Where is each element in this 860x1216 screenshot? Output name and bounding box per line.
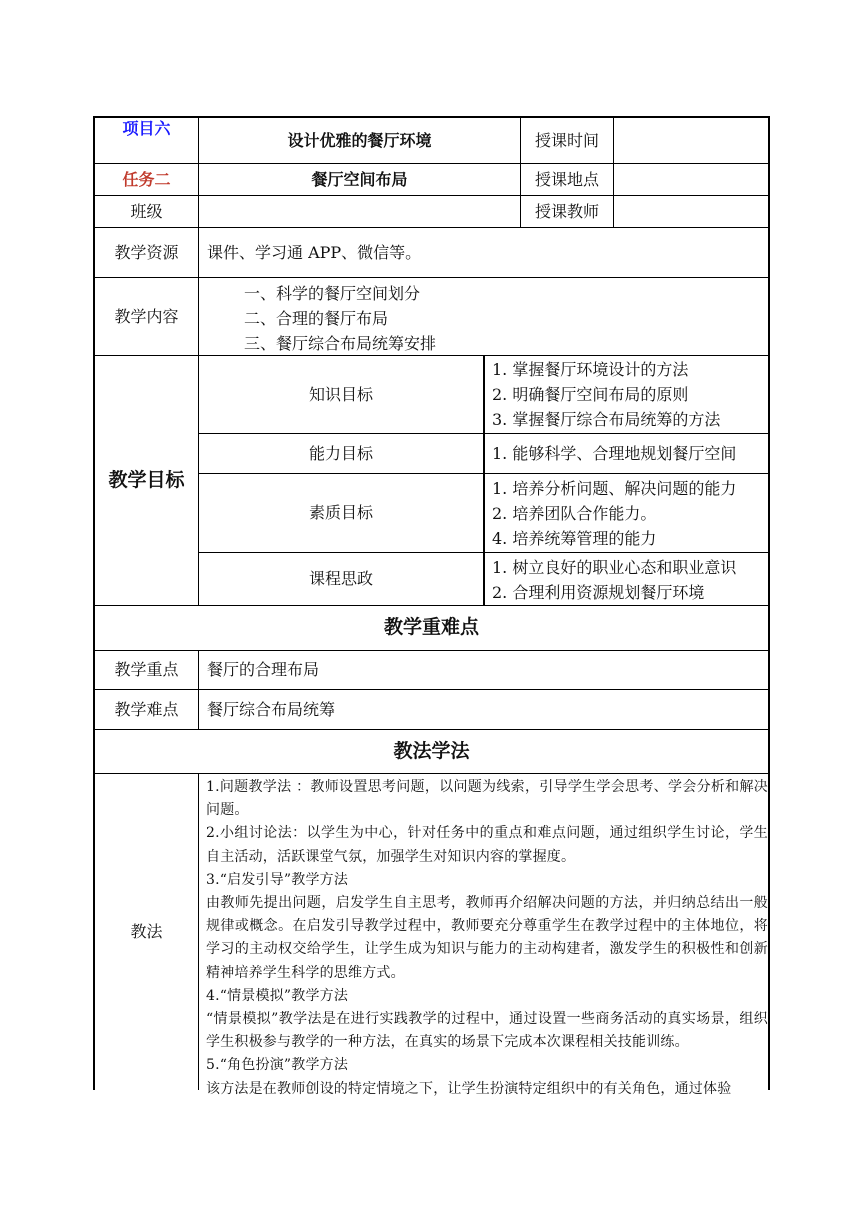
content-label: 教学内容	[114, 306, 179, 326]
objective-item: 3. 掌握餐厅综合布局统筹的方法	[492, 410, 721, 429]
content-list	[244, 281, 644, 356]
method-line: 5.“角色扮演”教学方法	[206, 1057, 349, 1074]
difficult-value: 餐厅综合布局统筹	[207, 699, 336, 719]
objective-item: 4. 培养统筹管理的能力	[492, 529, 657, 548]
time-value[interactable]	[614, 118, 768, 163]
resources-label: 教学资源	[114, 242, 179, 262]
objective-name-ideology: 课程思政	[308, 569, 373, 589]
col-divider	[198, 773, 199, 1090]
objective-item: 1. 能够科学、合理地规划餐厅空间	[492, 444, 737, 463]
objective-item: 1. 掌握餐厅环境设计的方法	[492, 360, 689, 379]
objectives-label: 教学目标	[108, 468, 185, 491]
teacher-label: 授课教师	[534, 201, 599, 221]
key-label: 教学重点	[114, 660, 179, 680]
objective-items-knowledge	[492, 357, 766, 432]
objective-name-quality: 素质目标	[308, 503, 373, 523]
place-value[interactable]	[614, 164, 768, 195]
method-line: 3.“启发引导”教学方法	[206, 871, 349, 888]
key-value: 餐厅的合理布局	[207, 660, 320, 680]
task-title: 餐厅空间布局	[311, 169, 408, 189]
objective-item: 2. 培养团队合作能力。	[492, 504, 657, 523]
objective-item: 2. 明确餐厅空间布局的原则	[492, 385, 689, 404]
methods-section-title: 教法学法	[393, 739, 470, 762]
objective-item: 2. 合理利用资源规划餐厅环境	[492, 583, 705, 602]
methods-label: 教法	[130, 922, 163, 942]
objective-item: 1. 树立良好的职业心态和职业意识	[492, 558, 737, 577]
class-value[interactable]	[199, 196, 520, 227]
method-line: 1.问题教学法 ：教师设置思考问题，以问题为线索，引导学生学会思考、学会分析和解决问题。	[206, 779, 768, 819]
content-item: 一、科学的餐厅空间划分	[244, 284, 421, 303]
content-item: 二、合理的餐厅布局	[244, 309, 389, 328]
method-line: 由教师先提出问题，启发学生自主思考，教师再介绍解决问题的方法，并归纳总结出一般规律或概念。在启发引导教学过程中，教师要充分尊重学生在教学过程中的主体地位，将学习的主动权交给学生，让学生成为知识与能力的主动构建者，激发学生的积极性和创新精神培养学生科学的思维方式。	[206, 895, 768, 981]
project-title: 设计优雅的餐厅环境	[287, 130, 432, 150]
content-item: 三、餐厅综合布局统筹安排	[244, 334, 437, 353]
methods-text	[206, 776, 768, 1101]
teacher-value[interactable]	[614, 196, 768, 227]
col-divider	[483, 355, 485, 606]
objective-items-quality	[492, 476, 766, 551]
class-label: 班级	[130, 201, 163, 221]
time-label: 授课时间	[534, 130, 599, 150]
resources-value: 课件、学习通 APP、微信等。	[207, 242, 422, 262]
objective-item: 1. 培养分析问题、解决问题的能力	[492, 479, 737, 498]
task-label: 任务二	[122, 169, 171, 189]
method-line: 2.小组讨论法：以学生为中心，针对任务中的重点和难点问题，通过组织学生讨论，学生自主活动，活跃课堂气氛，加强学生对知识内容的掌握度。	[206, 825, 768, 865]
table-border-right	[768, 116, 770, 1090]
method-line: 该方法是在教师创设的特定情境之下，让学生扮演特定组织中的有关角色，通过体验	[206, 1080, 732, 1097]
key-points-section-title: 教学重难点	[383, 616, 479, 639]
objective-name-knowledge: 知识目标	[308, 384, 373, 404]
objective-items-ideology	[492, 555, 766, 605]
place-label: 授课地点	[534, 169, 599, 189]
objective-name-ability: 能力目标	[308, 443, 373, 463]
objective-items-ability	[492, 441, 766, 466]
method-line: 4.“情景模拟”教学方法	[206, 987, 349, 1004]
project-label: 项目六	[122, 119, 171, 139]
method-line: “情景模拟”教学法是在进行实践教学的过程中，通过设置一些商务活动的真实场景，组织学生积极参与教学的一种方法，在真实的场景下完成本次课程相关技能训练。	[206, 1011, 768, 1051]
difficult-label: 教学难点	[114, 699, 179, 719]
